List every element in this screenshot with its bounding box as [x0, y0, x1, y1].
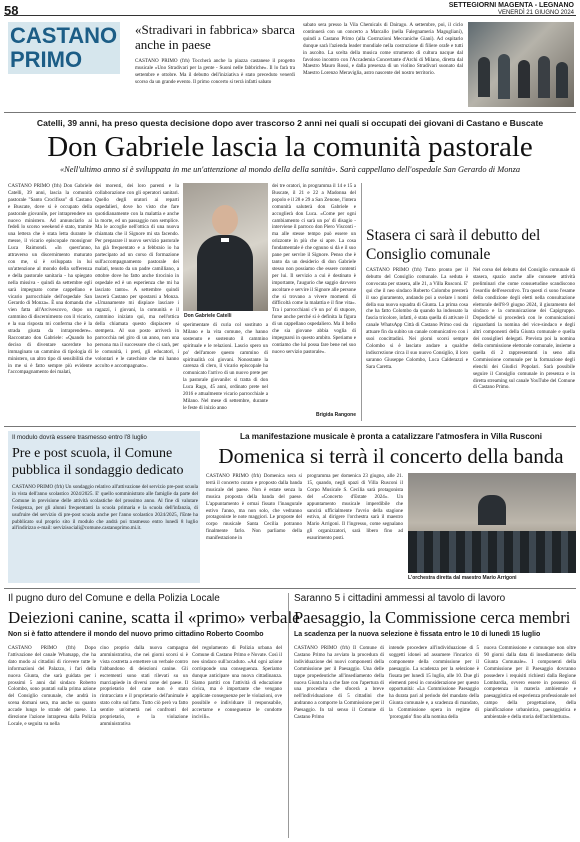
concert-story-column-1: CASTANO PRIMO (frh) Domenica sera si terrà il concerto curato e proposto dalla banda musicale del paese. Non è estate senza la musica proposta della banda del paese. L'appuntamento è ormai fissato l'inaugurale estivo l'anno, ma non solo, che vedranno protagoniste le note maggiori. Le proposte del corpo musicale Santa Cecilia potranno finalmente farlo. Non parliamo della manifestazione in [206, 473, 302, 542]
council-story-column-2: Nel corso del debutto del Consiglio comunale di stasera, spazio anche alle consuete attività preliminari che come consuetudine scandiscono l'esordio dell'esecutivo. Tra questi ci sono l'esame della condizione degli eletti nella consultazione elettorale dell'8-9 giugno 2024, il giuramento del sindaco e la comunicazione dei Capigruppo. Dopodiché si procederà con le comunicazioni riguardanti la nomina del vice-sindaco e degli altri componenti della Giunta comunale e quella dei consiglieri delegati. Prevista poi la nomina della commissione elettorale comunale, insieme a quella di 2 rappresentanti in seno alla Commissione comunale per la formazione degli elenchi dei Giudici Popolari. Sarà possibile seguire il Consiglio comunale in presenza e in diretta streaming sul canale YouTube del Comune di Castano Primo. [473, 267, 575, 391]
school-box-kicker: Il modulo dovrà essere trasmesso entro l'8 luglio [12, 434, 147, 441]
section-divider [4, 588, 576, 589]
landscape-story-column-1: CASTANO PRIMO (frh) Il Comune di Castano Primo ha avviato la procedura di individuazione dei nuovi componenti della Commissione per il Paesaggio. Una delle tappe propedeutiche all'insediamento della nuova Giunta ha a che fare con l'apertura di una procedura che sfocerà a breve nell'individuazione di 5 cittadini che andranno a comporre la Commissione per il Paesaggio. In tal senso il Comune di Castano Primo [294, 645, 384, 721]
concert-story-column-2: programma per domenica 23 giugno, alle 21. 15, quando, negli spazi di Villa Rusconi il Corpo Musicale S. Cecilia sarà protagonista del «Concerto d'Estate 2024». Un appuntamento musicale imperdibile che sancirà ufficialmente l'avvio della stagione estiva, al dirigere l'orchestra sarà il maestro Mario Arrigoni. Il l'ingresso, come segnalano gli organizzatori, sarà libero fino ad esaurimento posti. [307, 473, 403, 542]
school-box-title: Pre e post scuola, il Comune pubblica il sondaggio dedicato [12, 446, 184, 478]
school-box-body: CASTANO PRIMO (frh) Un sondaggio relativo all'attivazione del servizio pre-post scuola in vista dell'anno scolastico 2024/2025. E' quello somministrato alle famiglie da parte del Comune in previsione delle attività scolastiche del prossimo anno. Al fine di valutare l'esigenza, per gli alunni frequentanti la scuola primaria e la scuola dell'infanzia, di usufruire del servizio di pre-post scuola anche per l'anno scolastico 2024/2025, l'Ente ha pubblicato sul proprio sito il modulo che andrà poi trasmesso entro lunedì 8 luglio all'indirizzo e-mail: servizisociali@comune.castanoprimo.mi.it. [12, 484, 198, 532]
band-concert-photo [408, 473, 576, 573]
newspaper-name: SETTEGIORNI MAGENTA - LEGNANO [448, 2, 574, 9]
dog-story-subtitle: Non si è fatto attendere il mondo del nuovo primo cittadino Roberto Coombo [8, 631, 264, 638]
column-divider [288, 593, 289, 838]
main-story-column-3: sperimentare di curia col sostituto a Milano e la vita comune, che hanno sostenuto e sostenuto il cammino spirituale e le relazioni. Lascio spero un po' dell'amore questo cammino di spiritualità coi giovani. Nonostante la carenza di clero, il vicario episcopale ha comunicato l'arrivo di un nuovo prete per la pastorale giovanile: si tratta di don Luca Ragu, 45 anni, ordinato prete nel 2016 e attualmente vicario parrocchiale a Milano. Nel mese di settembre, durante le feste di inizio anno [183, 322, 268, 411]
header-rule [4, 15, 576, 16]
dog-story-column-3: del regolamento di Polizia urbana del Comune di Castano Primo e Novate. Così il neo sindaco sull'accaduto. «Ad ogni azione corrisponde una conseguenza. Speriamo dunque anticipare una nuova cittadinanza. Siamo partiti con l'attività di educazione civica, ma è importante che vengano applicate conseguenze per le violazioni, ove possibile e individuare il responsabile, accertarne e conseguenze le condotte incivili». [192, 645, 282, 721]
section-label: CASTANO PRIMO [10, 23, 118, 72]
don-gabriele-photo [183, 183, 268, 311]
main-story-subtitle: «Nell'ultimo anno si è sviluppata in me un'attenzione al mondo della della sanità». Sarà cappellano dell'ospedale San Gerardo di Monza [59, 165, 521, 174]
don-gabriele-caption: Don Gabriele Catelli [184, 313, 232, 319]
dog-story-kicker: Il pugno duro del Comune e della Polizia Locale [8, 593, 220, 604]
band-concert-caption: L'orchestra diretta dal maestro Mario Arrigoni [408, 575, 517, 581]
main-story-signature: Brigida Rangone [315, 412, 356, 418]
concert-story-title: Domenica si terrà il concerto della banda [218, 444, 564, 468]
section-divider [4, 426, 576, 427]
top-story-title: «Stradivari in fabbrica» sbarca anche in paese [135, 22, 295, 52]
main-story-kicker: Catelli, 39 anni, ha preso questa decisione dopo aver trascorso 2 anni nei quali si occupati dei giovani di Castano e Buscate [36, 118, 544, 128]
dog-story-column-1: CASTANO PRIMO (frh) Dopo l'attivazione del canale Whatsapp, che ha dato modo ai cittadini di ricevere tutte le informazioni del Palazzo, i fari della nuova Giunta, che sarà guidata per i prossimi 5 anni dal sindaco Roberto Colombo, sono puntati sulla prima azione del Consiglio comunale, che andrà in scena domani sera, ma anche su quanto accade lungo le strade del paese. La direzione l'azione intrapresa dalla Polizia Locale, e seguita va nella [8, 645, 96, 727]
council-story-title: Stasera ci sarà il debutto del Consiglio comunale [366, 227, 541, 263]
council-story-column-1: CASTANO PRIMO (frh) Tutto pronto per il debutto del Consiglio comunale. La seduta è convocata per stasera, alle 21, a Villa Rusconi. E' qui che il neo sindaco Roberto Colombo presterà il suo giuramento, andando poi a svelare i nomi della sua nuova squadra di Giunta. La prima cosa che ha fatto Colombo da quando ha indossato la fascia tricolore, infatti, è stata quella di attivare il canale WhatsApp Città di Castano Primo così da attuare fin da subito un canale comunicativo con i suoi concittadini. Nei giorni scorsi sempre Colombo si è lasciato andare a qualche indiscrezione circa il suo nuovo Consiglio, il loro saranno Giuseppe Colombo, Luca Calderazzi e Sara Caretta. [366, 267, 468, 370]
landscape-story-title: Paesaggio, la Commissione cerca membri [294, 608, 571, 627]
main-story-title: Don Gabriele lascia la comunità pastorale [47, 131, 533, 163]
top-story-body-1: CASTANO PRIMO (frh) Toccherà anche la piazza castanese il progetto musicale «Uno Stradivari per la gente - Suoni nelle fabbriche». Il lo farà tra settembre e ottobre. Ma il debutto dell'iniziativa è stato preceduto venerdì scorso da un grande evento. Il primo concerto si terrà infatti sabato [135, 58, 295, 85]
top-story-body-2: sabato sera presso la Vila Chemicals di Dairago. A settembre, poi, il ciclo continuerà con un concerto a Marcallo (nella Falegnameria Magugliani), quindi a Castano Primo (alla Costruzioni Meccaniche Giani). Ad ospitarlo dunque sarà l'azienda leader mondiale nella costruzione di filiere orafe e tutti in ascolto. La scelta della musica come strumento di cultura nacque dal favoloso incontro con l'Accademia Concertante d'Archi di Milano, diretta dal Maestro Mauro Rossi, e dalla presenza di un violino Stradivari suonato dal Maestro Lorenzo Meraviglia, astro nascente del nostro territorio. [303, 22, 463, 77]
landscape-story-column-2: intende procedere all'individuazione di 5 soggetti idonei ad assumere l'incarico di componente della commissione per il paesaggio. La scadenza per la selezione è fissata per lunedì 15 luglio, alle 10. Due gli elementi presi in considerazione per questo opportunità: «La Commissione Paesaggio ha durata pari al periodo del mandato della Giunta comunale e, a scadenza di mandato, la Commissione opera in regime di 'prorogatio' fino alla nomina della [389, 645, 479, 721]
landscape-story-kicker: Saranno 5 i cittadini ammessi al tavolo di lavoro [294, 593, 506, 604]
main-story-column-1: CASTANO PRIMO (frh) Don Gabriele Catelli, 39 anni, lascia la comunità pastorale "Santo Crocifisso" di Castano e Buscate, dove si è occupato della pastorale giovanile, per intraprendere un nuovo ministero. Ad annunciarlo ai fedeli lo scorso weekend è stato, tramite una lettera che è stata letta durante le messe, il vicario episcopale monsignor Luca Raimondi. «In quest'anno, attraverso un discernimento maturato con me, si è sviluppata in lui un'attenzione al mondo della sofferenza e della pastorale sanitaria - ha spiegato nella missiva - quindi da settembre egli sarà impegnato come cappellano e vicario parrocchiale dell'ospedale San Gerardo di Monza». È una domanda che vien fatta all'Arcivescovo, dopo un cammino di discernimento con il vicario, e la sua risposta mi conferma che è la strada giusta da intraprendere». Raccontato don Gabriele: «Quando ho deciso di diventare sacerdote ho immaginato un cammino di tipologia di ministero, un altro tipo di sensibilità che in me si è fatto sempre più evidente l'accompagnamento dei malati, [8, 183, 92, 376]
page-number: 58 [4, 3, 19, 18]
factory-concert-photo [468, 22, 574, 107]
main-story-column-4: dei tre oratori, in programma il 14 e 15 a Buscate, il 21 e 22 a Madonna del popolo e il 28 e 29 a San Zenone, l'intera comunità saluterà don Gabriele e accoglierà don Luca. «Come per ogni cambiamento ci sarà un po' di disagio - interviene il parroco don Piero Visconti - ma alle stesse tempo può essere un orizzonte in più che si apre. La cosa fondamentale è che ognuno si dà e il suo pane per servire il Signore. Penso che è tanto da un desiderio di don Gabriele stesso non possiamo che essere contenti per lui. Il servizio a cui è destinato è importante, l'augurio che saggio davvero ascoltare e servire il Signore alle persone che si trovano a vivere momenti di difficoltà come la malattia e il fine vita». Tra i parrocchiani c'è un po' di stupore, forse anche perché si è definita la figura di un cappellano ospedaliero. Ma il bello che sia giovane abbia voglia di impegnarsi in questo ambito. Speriamo e contiamo che lui possa fare bene nel suo nuovo servizio pastorale». [272, 183, 356, 355]
concert-story-kicker: La manifestazione musicale è pronta a catalizzare l'atmosfera in Villa Rusconi [239, 432, 543, 441]
main-story-column-2: dei morenti, dei loro parenti e la collaborazione con gli operatori sanitari. Quello degli oratori ai reparti ospedalieri, dove ho visto che fare quotidianamente con la malattia e anche la morte, ed un passaggio non semplice. Ma le accoglie nell'ottica di una nuova chiamata che il Signore mi sta facendo. Per preparare il nuovo servizio pastorale ha già frequentato e a febbraio io ha partecipato ad un corso di formazione sull'accompagnamento pastorale dei malati, tenuto da un padre camilliano, a ottobre dove ho fatto anche tirocinio in ospedale ed è un esperienza che mi ha lasciato tanto». A settembre quindi lascerà Castano per spostarsi a Monza. «Umanamente mi dispiace lasciare i ragazzi, i giovani, la comunità e il cammino iniziato qui, ma nell'ottica della chiamata questo dispiacere si stempera. Al suo posto arriverà in parrocchia nel giro di un anno, non una persona ma il successore che ci sarà, per le comunità, i preti, gli educatori, i volontari e le catechiste che mi hanno accolto e accompagnato». [95, 183, 179, 369]
section-divider [4, 112, 576, 113]
issue-date: VENERDÌ 21 GIUGNO 2024 [497, 10, 574, 16]
dog-story-title: Deiezioni canine, scatta il «primo» verbale [8, 608, 300, 627]
landscape-story-subtitle: La scadenza per la nuova selezione è fissata entro le 10 di lunedì 15 luglio [294, 631, 541, 638]
landscape-story-column-3: nuova Commissione e comunque non oltre 90 giorni dalla data di insediamento della Giunta Comunale». I componenti della Commissione per il Paesaggio dovranno possedere i requisiti richiesti dalla Regione Lombardia, ovvero essere in possesso di competenza in materia ambientale e paesaggistica ed esperienza professionale nel campo della progettazione, della pianificazione urbanistica, paesaggistica e ambientale e della storia dell'architettura». [484, 645, 576, 721]
dog-story-column-2: cino proprio dalla nuova campagna amministrativa, che nei giorni scorsi si è vista costretta a emettere un verbale contro l'abbandono di deiezioni canine. Gli escrementi sono stati rilevati su un marciapiede in diversi zone del paese. Il proprietario del cane non è stato rintracciato e il proprietario dell'animale è stato colto sul fatto. Tutto ciò però va fatto sentire un'omertà nei confronti del proprietario, e la violazione amministrativa [100, 645, 188, 727]
column-divider [361, 183, 362, 421]
